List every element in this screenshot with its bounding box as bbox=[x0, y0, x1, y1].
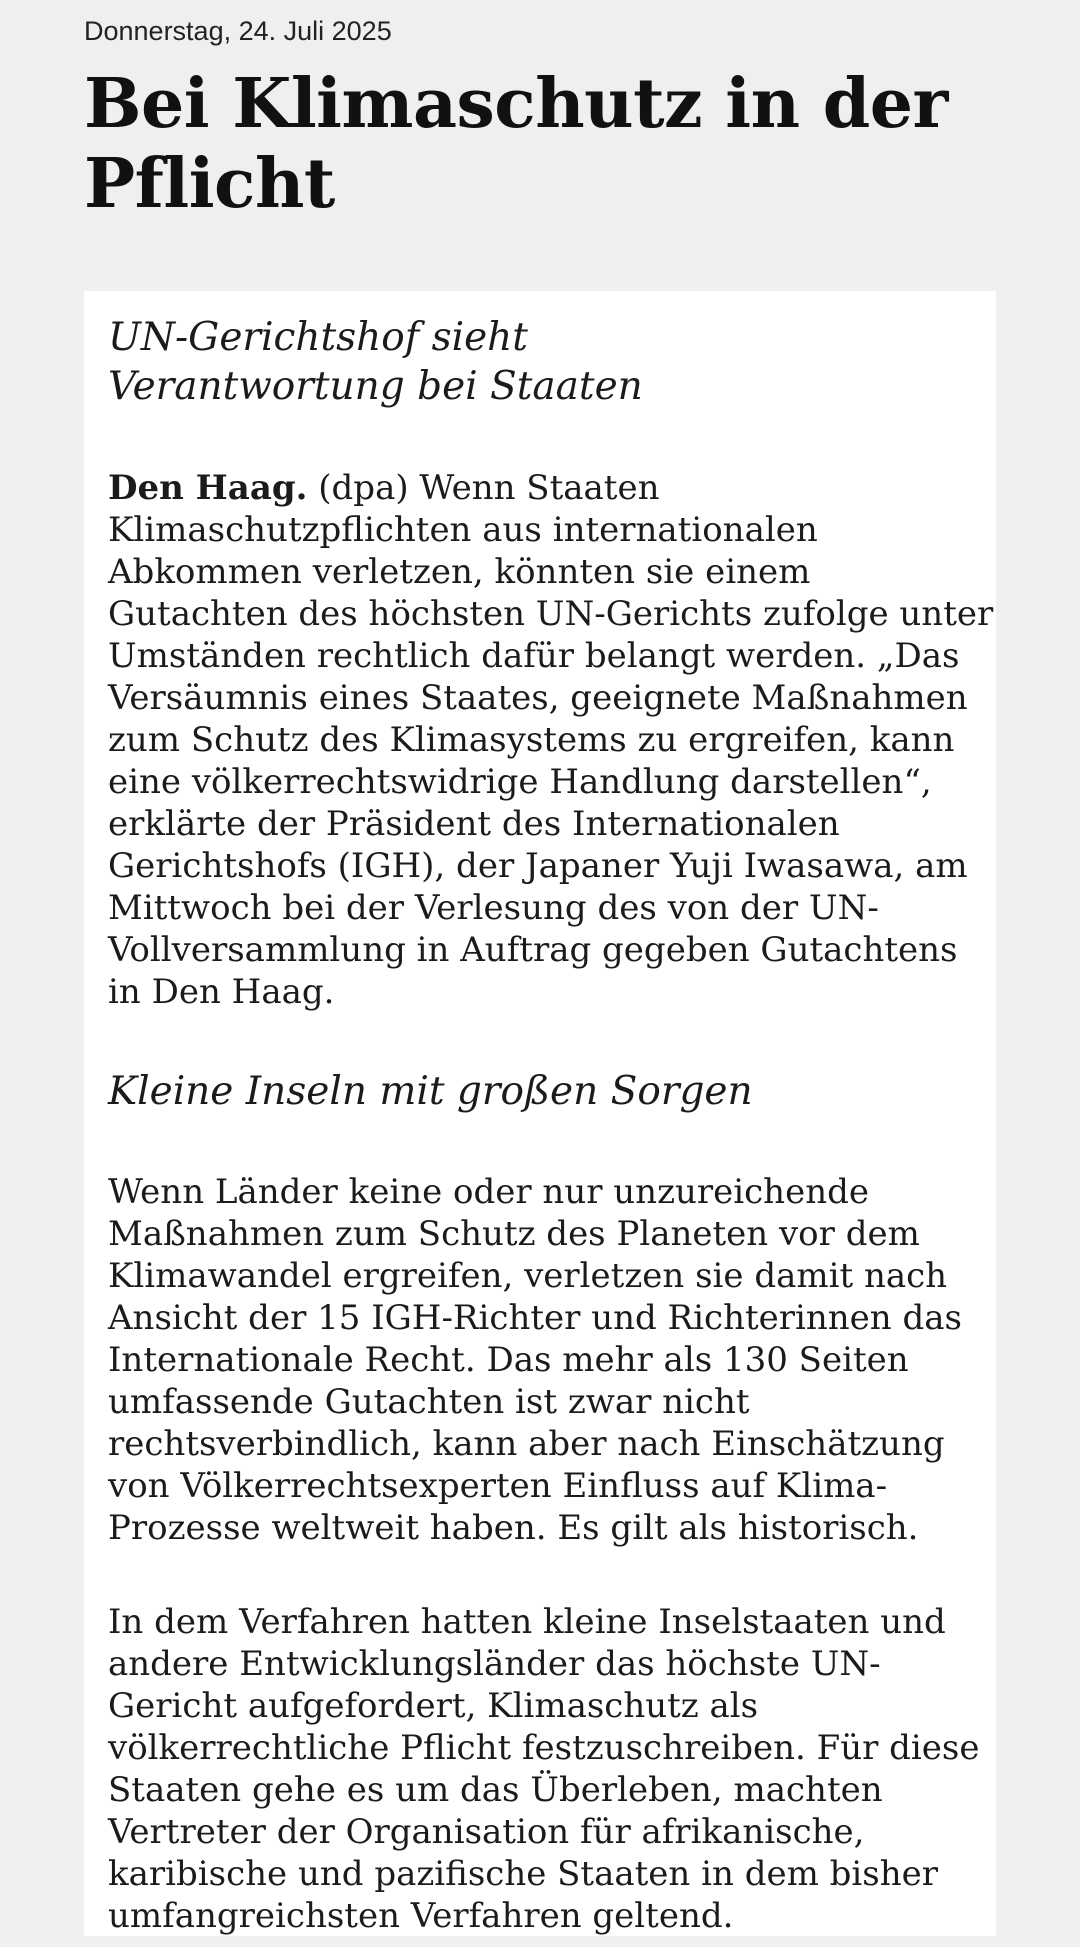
paragraph-line: Gerichtshofs (IGH), der Japaner Yuji Iwasawa, am bbox=[108, 846, 968, 886]
page-title-line-1: Bei Klimaschutz in der bbox=[84, 64, 948, 144]
paragraph-line bbox=[108, 467, 993, 509]
paragraph-line: rechtsverbindlich, kann aber nach Einschätzung bbox=[108, 1424, 945, 1464]
paragraph-line: umfassende Gutachten ist zwar nicht bbox=[108, 1382, 750, 1422]
dateline: Den Haag. bbox=[108, 468, 308, 508]
paragraph-line-text: (dpa) Wenn Staaten bbox=[307, 468, 660, 508]
issue-date: Donnerstag, 24. Juli 2025 bbox=[84, 16, 392, 46]
page-title-line-2: Pflicht bbox=[84, 144, 335, 224]
paragraph-line: Umständen rechtlich dafür belangt werden. „Das bbox=[108, 636, 960, 676]
paragraph-line: erklärte der Präsident des Internationalen bbox=[108, 804, 840, 844]
paragraph-line: Mittwoch bei der Verlesung des von der UN- bbox=[108, 888, 879, 928]
paragraph-line: Gericht aufgefordert, Klimaschutz als bbox=[108, 1686, 759, 1726]
article-subheadline bbox=[108, 313, 788, 411]
subheadline-line-1: UN-Gerichtshof sieht bbox=[108, 315, 528, 360]
paragraph-line: Staaten gehe es um das Überleben, machten bbox=[108, 1770, 883, 1810]
subheadline-line-2: Verantwortung bei Staaten bbox=[108, 364, 643, 409]
paragraph-line: von Völkerrechtsexperten Einfluss auf Klima- bbox=[108, 1466, 888, 1506]
paragraph-line: In dem Verfahren hatten kleine Inselstaaten und bbox=[108, 1602, 946, 1642]
paragraph-line: andere Entwicklungsländer das höchste UN- bbox=[108, 1644, 881, 1684]
paragraph-line: Klimaschutzpflichten aus internationalen bbox=[108, 510, 818, 550]
page-title bbox=[84, 64, 1024, 224]
paragraph-line: zum Schutz des Klimasystems zu ergreifen, kann bbox=[108, 720, 955, 760]
article-paragraph-1 bbox=[108, 467, 993, 1013]
paragraph-line: Prozesse weltweit haben. Es gilt als historisch. bbox=[108, 1508, 919, 1548]
paragraph-line: Ansicht der 15 IGH-Richter und Richterinnen das bbox=[108, 1298, 962, 1338]
paragraph-line: Internationale Recht. Das mehr als 130 Seiten bbox=[108, 1340, 909, 1380]
paragraph-line: Vollversammlung in Auftrag gegeben Gutachtens bbox=[108, 930, 958, 970]
article-intertitle: Kleine Inseln mit großen Sorgen bbox=[108, 1069, 753, 1114]
article-paragraph-2 bbox=[108, 1171, 962, 1549]
paragraph-line: Versäumnis eines Staates, geeignete Maßnahmen bbox=[108, 678, 968, 718]
paragraph-line: umfangreichsten Verfahren geltend. bbox=[108, 1896, 734, 1936]
article-card bbox=[84, 291, 996, 1936]
paragraph-line: völkerrechtliche Pflicht festzuschreiben. Für diese bbox=[108, 1728, 980, 1768]
paragraph-line: in Den Haag. bbox=[108, 972, 335, 1012]
paragraph-line: Gutachten des höchsten UN-Gerichts zufolge unter bbox=[108, 594, 994, 634]
paragraph-line: Maßnahmen zum Schutz des Planeten vor dem bbox=[108, 1214, 920, 1254]
article-paragraph-3 bbox=[108, 1601, 980, 1936]
paragraph-line: Wenn Länder keine oder nur unzureichende bbox=[108, 1172, 869, 1212]
paragraph-line: Klimawandel ergreifen, verletzen sie damit nach bbox=[108, 1256, 948, 1296]
paragraph-line: Vertreter der Organisation für afrikanische, bbox=[108, 1812, 865, 1852]
paragraph-line: eine völkerrechtswidrige Handlung darstellen“, bbox=[108, 762, 932, 802]
paragraph-line: karibische und pazifische Staaten in dem bisher bbox=[108, 1854, 938, 1894]
paragraph-line: Abkommen verletzen, könnten sie einem bbox=[108, 552, 811, 592]
